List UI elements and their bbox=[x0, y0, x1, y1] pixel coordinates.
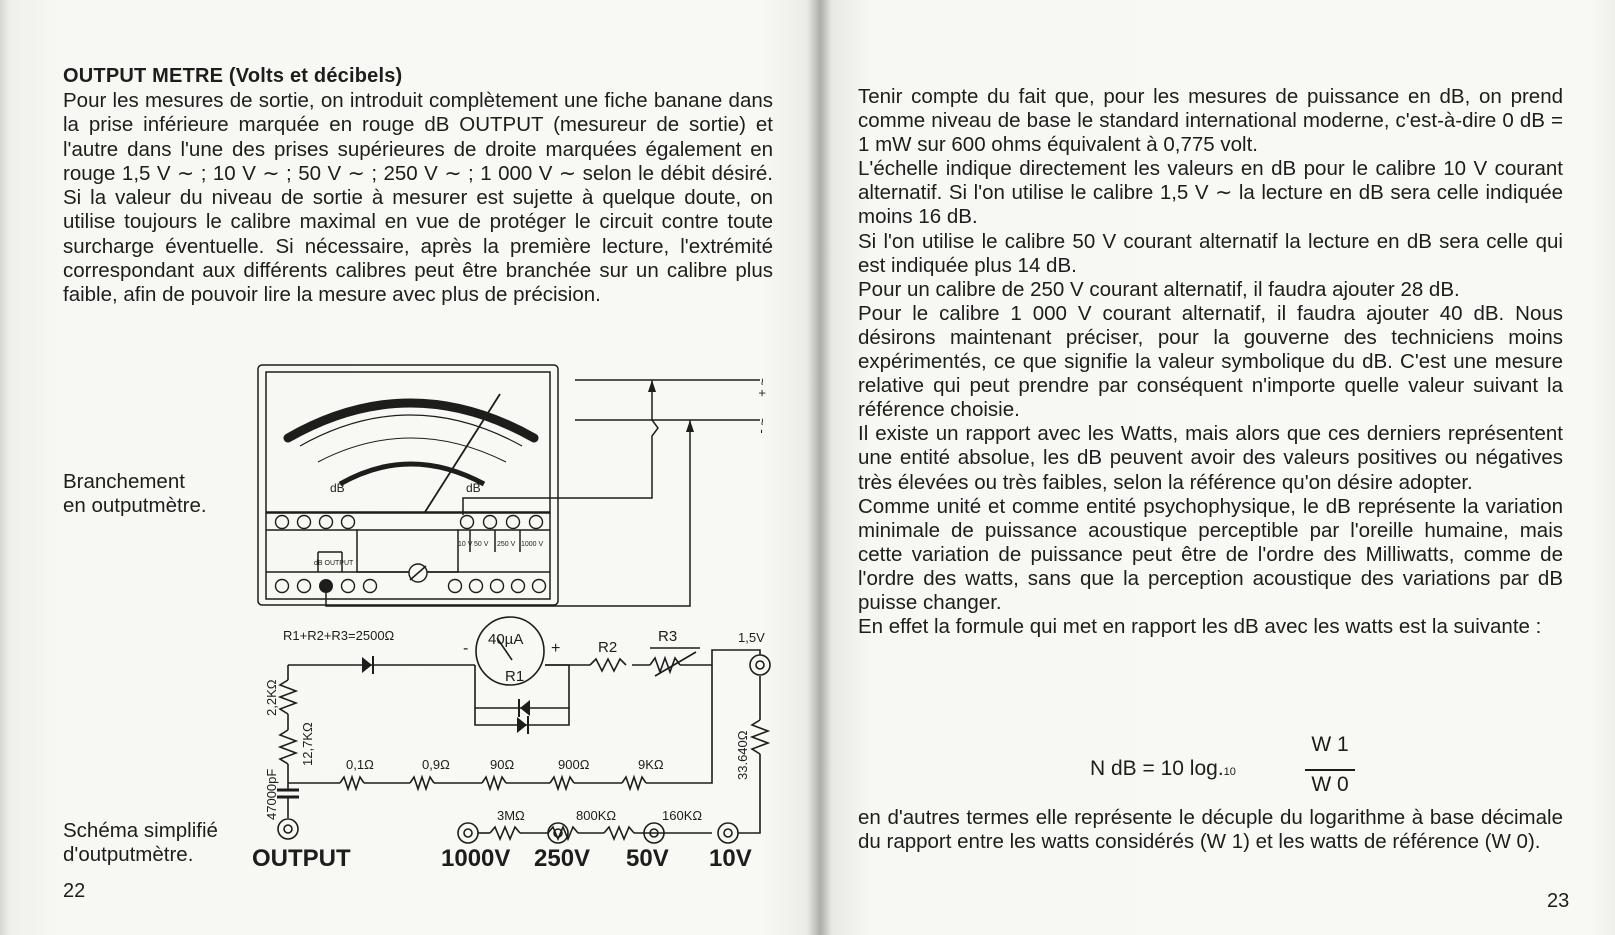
paragraph-formula-intro: En effet la formule qui met en rapport les dB avec les watts est la suivante : bbox=[858, 615, 1542, 639]
high-resistor-1: 800KΩ bbox=[576, 808, 617, 823]
paragraph-range-50v: Si l'on utilise le calibre 50 V courant alternatif la lecture en dB sera celle qui est indiquée plus 14 dB. bbox=[858, 229, 1563, 277]
range-label-10v: 10V bbox=[709, 845, 752, 872]
schematic-caption: Schéma simplifié d'outputmètre. bbox=[63, 819, 218, 866]
minus-sign: - bbox=[463, 640, 469, 657]
range-1-5v-label: 1,5V bbox=[738, 630, 765, 645]
meter-scale-right-label: dB bbox=[466, 481, 481, 495]
r-33-64k-label: 33.640Ω bbox=[735, 730, 750, 780]
high-resistor-2: 160KΩ bbox=[662, 808, 703, 823]
socket-label-1000v: 1000 V bbox=[521, 541, 544, 548]
diode-1 bbox=[362, 657, 372, 673]
chain-resistor-0: 0,1Ω bbox=[346, 757, 374, 772]
range-label-50v: 50V bbox=[626, 845, 669, 872]
right-text-body bbox=[858, 85, 1563, 639]
plus-sign: + bbox=[551, 640, 561, 657]
db-formula bbox=[1090, 733, 1410, 803]
paragraph-range-250v: Pour un calibre de 250 V courant alternatif, il faudra ajouter 28 dB. bbox=[858, 277, 1460, 301]
intro-paragraph: Pour les mesures de sortie, on introduit complètement une fiche banane dans la prise inférieure marquée en rouge dB OUTPUT (mesureur de sortie) et l'autre dans l'une des prises supérieures de droite marquées également en rouge 1,5 V ∼ ; 10 V ∼ ; 50 V ∼ ; 250 V ∼ ; 1 000 V ∼ selon le débit désiré. Si la valeur du niveau de sortie à mesurer est sujette à quelque doute, on utilise toujours le calibre maximal en vue de protéger le circuit contre toute surcharge éventuelle. Si nécessaire, après la première lecture, l'extrémité correspondant aux différents calibres peut être branchée sur un calibre plus faible, afin de pouvoir lire la mesure avec plus de précision. bbox=[63, 89, 773, 307]
paragraph-watts-relation: Il existe un rapport avec les Watts, mais alors que ces derniers représentent une entité absolue, les dB peuvent avoir des valeurs positives ou négatives très élevées ou très faibles, selon la référence qu'on désire adopter. bbox=[858, 422, 1563, 494]
terminal-bottom-label: ~ - bbox=[755, 418, 770, 434]
high-resistor-0: 3MΩ bbox=[497, 808, 525, 823]
diode-2 bbox=[520, 700, 530, 716]
meter-scale-left-label: dB bbox=[330, 481, 345, 495]
right-page bbox=[820, 0, 1615, 935]
r3-label: R3 bbox=[658, 628, 678, 645]
book-spine bbox=[808, 0, 832, 935]
range-label-250v: 250V bbox=[534, 845, 591, 872]
r2-label: R2 bbox=[598, 639, 618, 656]
formula-lhs-text: N dB = 10 log. bbox=[1090, 757, 1224, 780]
capacitor-label: 47000pF bbox=[264, 768, 279, 820]
connection-caption: Branchement en outputmètre. bbox=[63, 470, 207, 517]
r-12-7k-label: 12,7KΩ bbox=[300, 722, 315, 766]
resistor-sum-label: R1+R2+R3=2500Ω bbox=[283, 628, 395, 643]
socket-label-10v: 10 V bbox=[458, 541, 473, 548]
paragraph-psychophysics: Comme unité et comme entité psychophysique, le dB représente la variation minimale de puissance acoustique perceptible par l'oreille humaine, mais cette variation de puissance peut être de l'ordre des Milliwatts, comme de l'ordre des watts, sans que la perception acoustique des variations par dB puisse changer. bbox=[858, 494, 1563, 614]
meter-current-label: 40µA bbox=[488, 631, 524, 648]
range-label-1000v: 1000V bbox=[441, 845, 511, 872]
formula-log-base: 10 bbox=[1223, 766, 1236, 778]
paragraph-conclusion: en d'autres termes elle représente le décuple du logarithme à base décimale du rapport entre les watts considérés (W 1) et les watts de référence (W 0). bbox=[858, 806, 1563, 854]
fraction-bar bbox=[1305, 769, 1355, 771]
meter-resistor-label: R1 bbox=[505, 668, 525, 685]
formula-numerator: W 1 bbox=[1311, 733, 1349, 756]
paragraph-reference-level: Tenir compte du fait que, pour les mesures de puissance en dB, on prend comme niveau de base le standard international moderne, c'est-à-dire 0 dB = 1 mW sur 600 ohms équivalent à 0,775 volt. bbox=[858, 85, 1563, 157]
chain-resistor-1: 0,9Ω bbox=[422, 757, 450, 772]
socket-label-output: dB OUTPUT bbox=[314, 560, 354, 567]
formula-lhs bbox=[1090, 757, 1236, 784]
chain-resistor-2: 90Ω bbox=[490, 757, 515, 772]
r-2-2k-label: 2,2KΩ bbox=[264, 679, 279, 716]
terminal-top-label: ~ + bbox=[755, 378, 770, 397]
paragraph-scale-10v: L'échelle indique directement les valeurs en dB pour le calibre 10 V courant alternatif. Si l'on utilise le calibre 1,5 V ∼ la lecture en dB sera celle indiquée moins 16 dB. bbox=[858, 157, 1563, 229]
socket-label-50v: 50 V bbox=[474, 541, 489, 548]
formula-fraction bbox=[1305, 733, 1355, 797]
chain-resistor-3: 900Ω bbox=[558, 757, 590, 772]
section-title: OUTPUT METRE (Volts et décibels) bbox=[63, 65, 403, 87]
diode-3 bbox=[517, 717, 527, 733]
socket-label-250v: 250 V bbox=[497, 541, 516, 548]
chain-resistor-4: 9KΩ bbox=[638, 757, 664, 772]
page-number-left: 22 bbox=[63, 880, 86, 902]
page-number-right: 23 bbox=[1547, 890, 1570, 912]
paragraph-range-1000v: Pour le calibre 1 000 V courant alternatif, il faudra ajouter 40 dB. Nous désirons maintenant préciser, pour la gouverne des techniciens moins expérimentés, ce que signifie la valeur symbolique du dB. C'est une mesure relative qui peut prendre par conséquent n'importe quelle valeur suivant la référence choisie. bbox=[858, 301, 1563, 422]
output-terminal-label: OUTPUT bbox=[252, 845, 351, 872]
formula-denominator: W 0 bbox=[1311, 773, 1349, 796]
